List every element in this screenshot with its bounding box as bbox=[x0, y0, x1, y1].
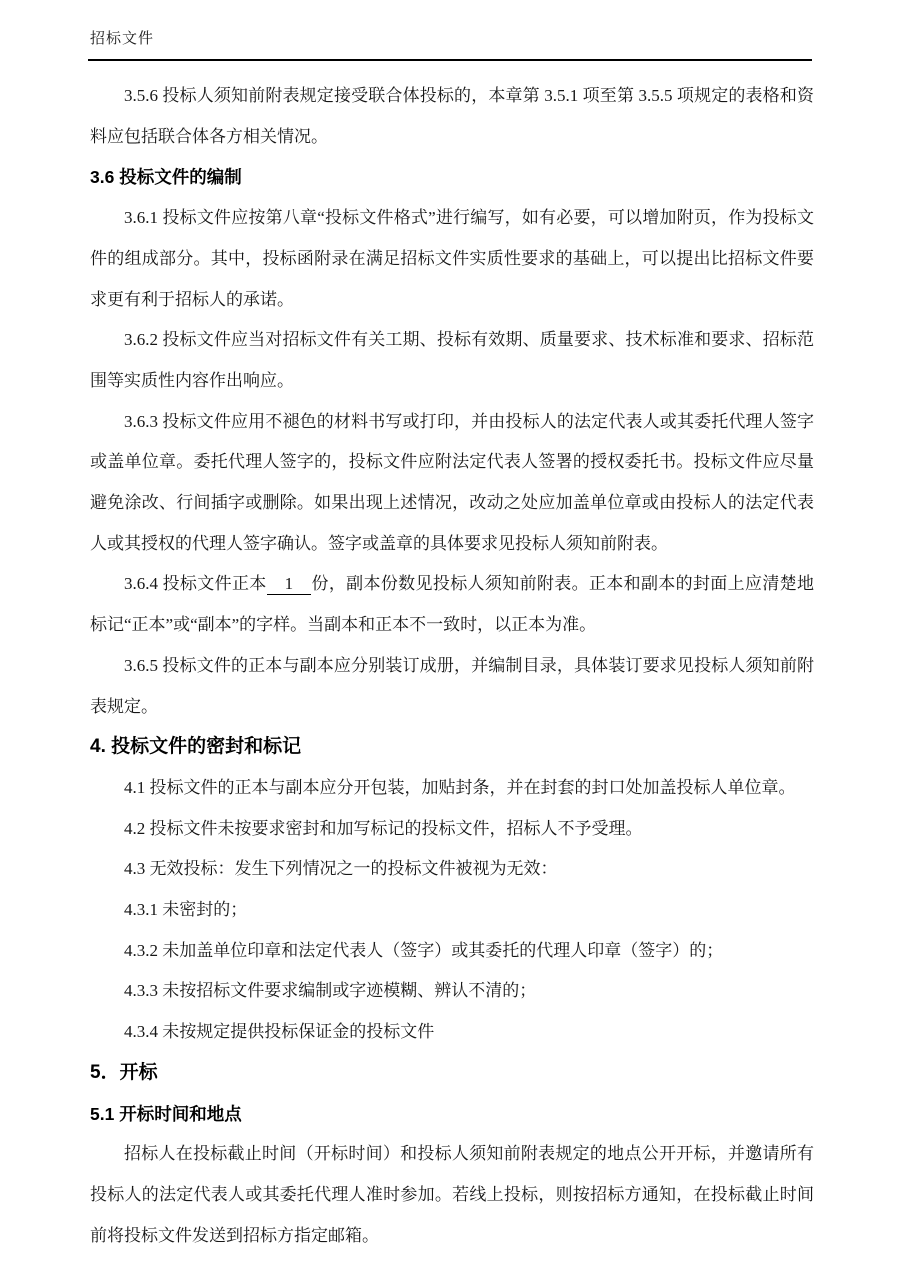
clause-5-1-text: 招标人在投标截止时间（开标时间）和投标人须知前附表规定的地点公开开标，并邀请所有投标人的法定代表人或其委托代理人准时参加。若线上投标，则按招标方通知，在投标截止时间前将投标文件发送到招标方指定邮箱。 bbox=[90, 1144, 814, 1245]
clause-3-6-4-suffix: 份，副本份数见投标人须知前附表。正本和副本的封面上应清楚地标记“正本”或“副本”的字样。当副本和正本不一致时，以正本为准。 bbox=[90, 574, 815, 635]
heading-4: 4. 投标文件的密封和标记 bbox=[90, 736, 302, 758]
clause-4-3-3: 4.3.3 未按招标文件要求编制或字迹模糊、辨认不清的； bbox=[124, 981, 537, 1001]
clause-4-1: 4.1 投标文件的正本与副本应分开包装，加贴封条，并在封套的封口处加盖投标人单位章。 bbox=[124, 777, 796, 797]
running-header-title: 招标文件 bbox=[90, 31, 155, 47]
heading-5-1: 5.1 开标时间和地点 bbox=[90, 1103, 242, 1124]
heading-5: 5．开标 bbox=[90, 1061, 158, 1083]
clause-4-3: 4.3 无效投标：发生下列情况之一的投标文件被视为无效： bbox=[124, 859, 558, 879]
clause-4-3-2: 4.3.2 未加盖单位印章和法定代表人（签字）或其委托的代理人印章（签字）的； bbox=[124, 940, 724, 960]
clause-3-6-3: 3.6.3 投标文件应用不褪色的材料书写或打印，并由投标人的法定代表人或其委托代理人签字或盖单位章。委托代理人签字的，投标文件应附法定代表人签署的授权委托书。投标文件应尽量避免涂改、行间插字或删除。如果出现上述情况，改动之处应加盖单位章或由投标人的法定代表人或其授权的代理人签字确认。签字或盖章的具体要求见投标人须知前附表。 bbox=[90, 411, 814, 553]
clause-3-5-6: 3.5.6 投标人须知前附表规定接受联合体投标的，本章第 3.5.1 项至第 3.5.5 项规定的表格和资料应包括联合体各方相关情况。 bbox=[90, 86, 814, 146]
clause-4-3-4: 4.3.4 未按规定提供投标保证金的投标文件 bbox=[124, 1022, 435, 1042]
clause-3-6-4 bbox=[90, 564, 814, 645]
clause-3-6-2: 3.6.2 投标文件应当对招标文件有关工期、投标有效期、质量要求、技术标准和要求、招标范围等实质性内容作出响应。 bbox=[90, 330, 814, 390]
clause-3-6-4-prefix: 3.6.4 投标文件正本 bbox=[124, 574, 267, 594]
clause-3-6-5: 3.6.5 投标文件的正本与副本应分别装订成册，并编制目录，具体装订要求见投标人须知前附表规定。 bbox=[90, 655, 814, 716]
page-header bbox=[0, 0, 900, 50]
clause-4-3-1: 4.3.1 未密封的； bbox=[124, 900, 248, 920]
clause-3-6-1: 3.6.1 投标文件应按第八章“投标文件格式”进行编写，如有必要，可以增加附页，作为投标文件的组成部分。其中，投标函附录在满足招标文件实质性要求的基础上，可以提出比招标文件要求更有利于招标人的承诺。 bbox=[90, 208, 814, 309]
heading-3-6: 3.6 投标文件的编制 bbox=[90, 167, 242, 188]
clause-4-2: 4.2 投标文件未按要求密封和加写标记的投标文件，招标人不予受理。 bbox=[124, 818, 643, 838]
original-copies-blank: 1 bbox=[267, 574, 312, 595]
document-body bbox=[0, 61, 900, 1256]
